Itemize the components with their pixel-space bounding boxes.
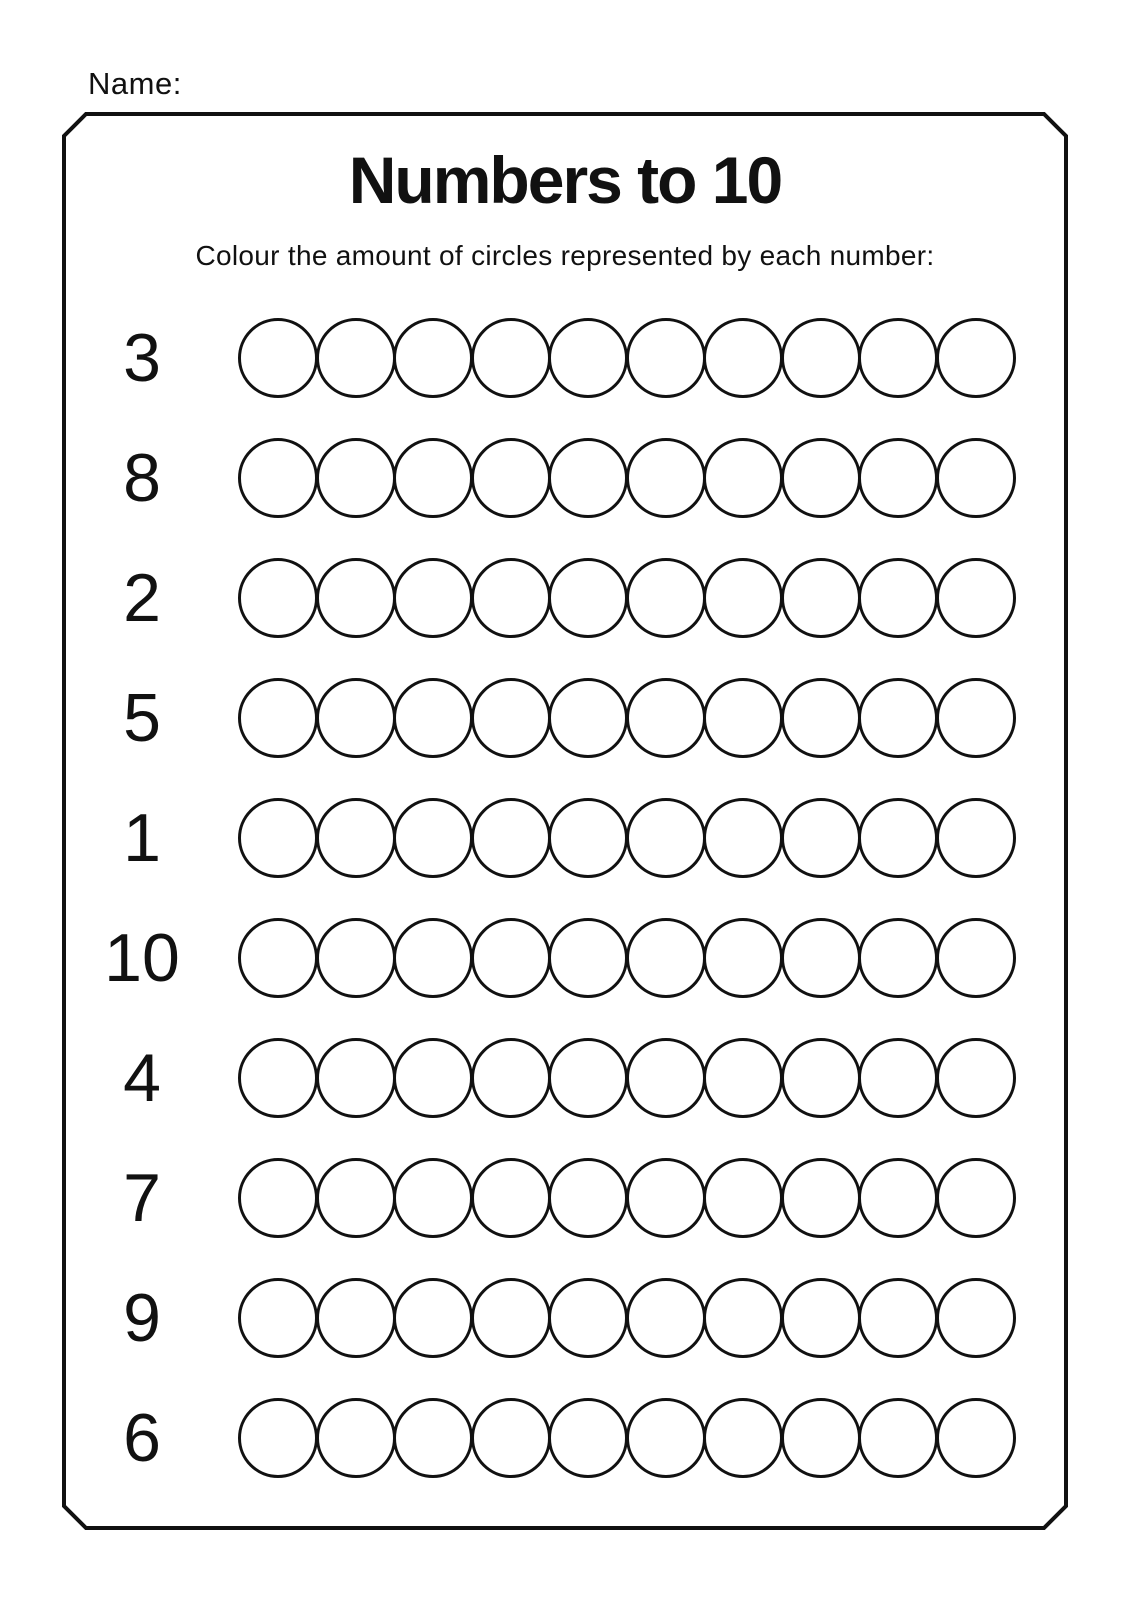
circle-group [238, 1038, 1013, 1118]
colour-circle[interactable] [238, 558, 318, 638]
colour-circle[interactable] [858, 438, 938, 518]
colour-circle[interactable] [393, 1158, 473, 1238]
circle-group [238, 438, 1013, 518]
number-row [62, 298, 1068, 418]
colour-circle[interactable] [393, 318, 473, 398]
colour-circle[interactable] [858, 798, 938, 878]
colour-circle[interactable] [703, 438, 783, 518]
colour-circle[interactable] [781, 1398, 861, 1478]
colour-circle[interactable] [471, 1398, 551, 1478]
colour-circle[interactable] [548, 1398, 628, 1478]
colour-circle[interactable] [548, 1278, 628, 1358]
name-label[interactable]: Name: [88, 66, 182, 101]
colour-circle[interactable] [238, 1278, 318, 1358]
colour-circle[interactable] [626, 318, 706, 398]
colour-circle[interactable] [238, 438, 318, 518]
colour-circle[interactable] [548, 318, 628, 398]
colour-circle[interactable] [936, 558, 1016, 638]
colour-circle[interactable] [316, 1158, 396, 1238]
colour-circle[interactable] [626, 918, 706, 998]
colour-circle[interactable] [703, 1038, 783, 1118]
colour-circle[interactable] [858, 1038, 938, 1118]
circle-group [238, 918, 1013, 998]
colour-circle[interactable] [393, 558, 473, 638]
colour-circle[interactable] [936, 1158, 1016, 1238]
row-number-label: 8 [123, 440, 161, 516]
colour-circle[interactable] [316, 678, 396, 758]
colour-circle[interactable] [316, 798, 396, 878]
colour-circle[interactable] [471, 678, 551, 758]
colour-circle[interactable] [858, 1398, 938, 1478]
row-number-label: 4 [123, 1040, 161, 1116]
colour-circle[interactable] [703, 1278, 783, 1358]
colour-circle[interactable] [781, 678, 861, 758]
colour-circle[interactable] [936, 1398, 1016, 1478]
colour-circle[interactable] [393, 678, 473, 758]
colour-circle[interactable] [471, 558, 551, 638]
colour-circle[interactable] [781, 318, 861, 398]
colour-circle[interactable] [471, 1158, 551, 1238]
colour-circle[interactable] [626, 1278, 706, 1358]
row-number-label: 10 [104, 920, 180, 996]
row-number-label: 6 [123, 1400, 161, 1476]
circle-group [238, 1398, 1013, 1478]
rows-container [62, 298, 1068, 1498]
colour-circle[interactable] [936, 918, 1016, 998]
colour-circle[interactable] [858, 1158, 938, 1238]
circle-group [238, 1158, 1013, 1238]
colour-circle[interactable] [936, 678, 1016, 758]
worksheet-instructions: Colour the amount of circles represented by each number: [195, 240, 935, 271]
number-row [62, 1018, 1068, 1138]
colour-circle[interactable] [858, 1278, 938, 1358]
colour-circle[interactable] [548, 918, 628, 998]
circle-group [238, 318, 1013, 398]
colour-circle[interactable] [781, 1038, 861, 1118]
colour-circle[interactable] [703, 798, 783, 878]
colour-circle[interactable] [238, 798, 318, 878]
row-number-label: 7 [123, 1160, 161, 1236]
number-row [62, 1378, 1068, 1498]
colour-circle[interactable] [238, 918, 318, 998]
colour-circle[interactable] [936, 1038, 1016, 1118]
row-number-label: 9 [123, 1280, 161, 1356]
colour-circle[interactable] [703, 558, 783, 638]
colour-circle[interactable] [626, 1398, 706, 1478]
colour-circle[interactable] [238, 318, 318, 398]
colour-circle[interactable] [393, 1398, 473, 1478]
colour-circle[interactable] [548, 558, 628, 638]
colour-circle[interactable] [936, 1278, 1016, 1358]
colour-circle[interactable] [316, 438, 396, 518]
colour-circle[interactable] [548, 438, 628, 518]
worksheet-title: Numbers to 10 [348, 143, 782, 217]
colour-circle[interactable] [626, 1038, 706, 1118]
number-row [62, 658, 1068, 778]
row-number-label: 5 [123, 680, 161, 756]
colour-circle[interactable] [626, 438, 706, 518]
row-number-label: 2 [123, 560, 161, 636]
colour-circle[interactable] [626, 798, 706, 878]
circle-group [238, 1278, 1013, 1358]
colour-circle[interactable] [471, 1038, 551, 1118]
colour-circle[interactable] [936, 318, 1016, 398]
colour-circle[interactable] [393, 438, 473, 518]
colour-circle[interactable] [936, 438, 1016, 518]
colour-circle[interactable] [471, 1278, 551, 1358]
number-row [62, 898, 1068, 1018]
colour-circle[interactable] [471, 318, 551, 398]
number-row [62, 1258, 1068, 1378]
colour-circle[interactable] [626, 678, 706, 758]
colour-circle[interactable] [858, 678, 938, 758]
row-number-label: 3 [123, 320, 161, 396]
colour-circle[interactable] [471, 798, 551, 878]
colour-circle[interactable] [471, 918, 551, 998]
colour-circle[interactable] [548, 678, 628, 758]
colour-circle[interactable] [626, 1158, 706, 1238]
colour-circle[interactable] [316, 1038, 396, 1118]
colour-circle[interactable] [393, 1278, 473, 1358]
worksheet-border-box [62, 112, 1068, 1530]
circle-group [238, 558, 1013, 638]
colour-circle[interactable] [858, 558, 938, 638]
colour-circle[interactable] [393, 918, 473, 998]
colour-circle[interactable] [703, 678, 783, 758]
colour-circle[interactable] [781, 1278, 861, 1358]
colour-circle[interactable] [858, 318, 938, 398]
colour-circle[interactable] [936, 798, 1016, 878]
colour-circle[interactable] [238, 678, 318, 758]
colour-circle[interactable] [703, 1398, 783, 1478]
colour-circle[interactable] [781, 438, 861, 518]
colour-circle[interactable] [316, 558, 396, 638]
colour-circle[interactable] [781, 558, 861, 638]
number-row [62, 418, 1068, 538]
colour-circle[interactable] [781, 1158, 861, 1238]
colour-circle[interactable] [703, 318, 783, 398]
colour-circle[interactable] [316, 318, 396, 398]
colour-circle[interactable] [626, 558, 706, 638]
colour-circle[interactable] [548, 1038, 628, 1118]
circle-group [238, 678, 1013, 758]
colour-circle[interactable] [238, 1398, 318, 1478]
colour-circle[interactable] [781, 918, 861, 998]
colour-circle[interactable] [393, 798, 473, 878]
colour-circle[interactable] [703, 918, 783, 998]
number-row [62, 538, 1068, 658]
colour-circle[interactable] [316, 918, 396, 998]
colour-circle[interactable] [703, 1158, 783, 1238]
number-row [62, 1138, 1068, 1258]
colour-circle[interactable] [316, 1398, 396, 1478]
colour-circle[interactable] [471, 438, 551, 518]
colour-circle[interactable] [781, 798, 861, 878]
row-number-label: 1 [123, 800, 161, 876]
colour-circle[interactable] [548, 1158, 628, 1238]
colour-circle[interactable] [238, 1158, 318, 1238]
colour-circle[interactable] [858, 918, 938, 998]
colour-circle[interactable] [238, 1038, 318, 1118]
number-row [62, 778, 1068, 898]
colour-circle[interactable] [548, 798, 628, 878]
colour-circle[interactable] [316, 1278, 396, 1358]
colour-circle[interactable] [393, 1038, 473, 1118]
circle-group [238, 798, 1013, 878]
